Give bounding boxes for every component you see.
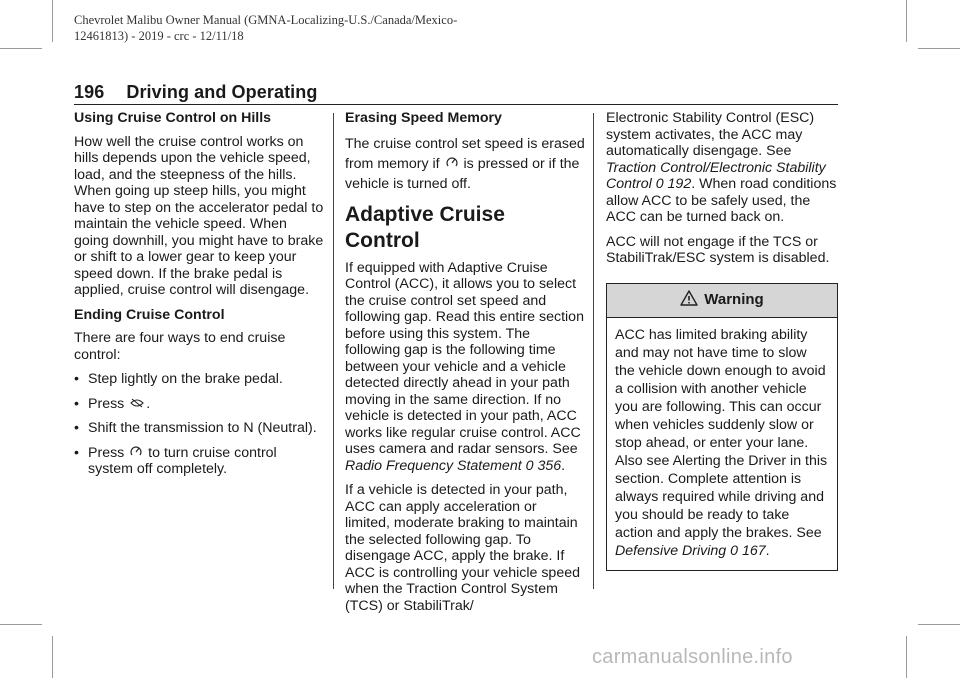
- bullet: •: [74, 420, 79, 436]
- section-header: [74, 82, 838, 105]
- crop-mark: [52, 0, 53, 42]
- document-meta-line1: Chevrolet Malibu Owner Manual (GMNA-Localizing-U.S./Canada/Mexico-: [74, 13, 458, 27]
- xref-traction-control[interactable]: Traction Control/Electronic Stability Control: [606, 159, 826, 192]
- bullet: •: [74, 371, 79, 387]
- warning-body: [607, 318, 837, 570]
- paragraph-esc-text-1: Electronic Stability Control (ESC) system activates, the ACC may automatically disengage. See: [606, 110, 815, 159]
- list-item-text-pre: Press: [88, 395, 125, 412]
- cruise-control-icon: [446, 154, 458, 174]
- warning-triangle-icon: [680, 290, 698, 310]
- column-middle: [345, 110, 585, 622]
- cancel-icon: [130, 396, 144, 413]
- bullet: •: [74, 444, 79, 461]
- crop-mark: [906, 636, 907, 678]
- list-item-text-pre: Press: [88, 444, 125, 461]
- list-item-text-post: to turn cruise control system off completely.: [88, 444, 277, 477]
- column-left: [74, 110, 324, 486]
- crop-mark: [906, 0, 907, 42]
- list-item: [74, 371, 324, 388]
- crop-mark: [0, 624, 42, 625]
- heading-ending-cruise: Ending Cruise Control: [74, 306, 225, 323]
- column-divider: [593, 113, 594, 589]
- list-item: [74, 396, 324, 413]
- paragraph-acc-text: If equipped with Adaptive Cruise Control (ACC), it allows you to select the cruise control set speed and following gap. Read this entire section before using this system. The following gap is the following time between your vehicle and a vehicle detected directly ahead in your path moving in the same direction. If no vehicle is detected in your path, ACC works like regular cruise control. ACC uses camera and radar sensors. See: [345, 259, 584, 457]
- column-right: [606, 110, 838, 571]
- paragraph-hills: How well the cruise control works on hills depends upon the vehicle speed, load, and the steepness of the hills. When going up steep hills, you might have to step on the accelerator pedal to maintain the vehicle speed. When going downhill, you might have to brake or shift to a lower gear to keep your speed down. If the brake pedal is applied, cruise control will disengage.: [74, 133, 324, 298]
- cruise-control-icon: [130, 445, 142, 462]
- watermark: carmanualsonline.info: [592, 646, 793, 668]
- crop-mark: [52, 636, 53, 678]
- paragraph-acc: [345, 260, 585, 475]
- paragraph-not-engage: ACC will not engage if the TCS or StabiliTrak/ESC system is disabled.: [606, 233, 830, 266]
- xref-radio-frequency[interactable]: Radio Frequency Statement: [345, 457, 522, 474]
- paragraph-ending-cruise: There are four ways to end cruise control:: [74, 330, 286, 363]
- paragraph-erasing-speed: [345, 134, 585, 194]
- list-item-text: [88, 445, 324, 478]
- section-title: Driving and Operating: [126, 82, 318, 102]
- heading-erasing-speed: Erasing Speed Memory: [345, 110, 502, 126]
- warning-box: [606, 283, 838, 571]
- list-item-text: [88, 396, 324, 413]
- paragraph-esc-text-2: . When road conditions allow ACC to be safely used, the ACC can be turned back on.: [606, 176, 837, 225]
- list-item: [74, 445, 324, 478]
- heading-adaptive-cruise: Adaptive Cruise Control: [345, 202, 505, 252]
- paragraph-acc-end: .: [561, 457, 566, 474]
- warning-body-end: .: [765, 542, 770, 559]
- warning-header: [607, 284, 837, 318]
- paragraph-esc: [606, 110, 838, 226]
- heading-hills: Using Cruise Control on Hills: [74, 110, 272, 126]
- document-meta: [74, 12, 457, 44]
- warning-body-text: ACC has limited braking ability and may not have time to slow the vehicle down enough to avoid a collision with another vehicle you are following. This can occur when vehicles suddenly slow or stop ahead, or enter your lane. Also see Alerting the Driver in this section. Complete attention is always required while driving and you should be ready to take action and apply the brakes. See: [615, 326, 828, 541]
- bullet: •: [74, 395, 79, 412]
- list-item-text: Step lightly on the brake pedal.: [88, 371, 283, 387]
- paragraph-erasing-text-2: is pressed or if the vehicle is turned off.: [345, 155, 580, 192]
- column-divider: [333, 113, 334, 589]
- crop-mark: [918, 48, 960, 49]
- document-meta-line2: 12461813) - 2019 - crc - 12/11/18: [74, 29, 244, 43]
- list-item: [74, 420, 324, 437]
- xref-defensive-driving[interactable]: Defensive Driving: [615, 542, 727, 559]
- crop-mark: [0, 48, 42, 49]
- warning-title: Warning: [704, 290, 764, 308]
- crop-mark: [918, 624, 960, 625]
- list-item-text-post: .: [146, 395, 151, 412]
- paragraph-erasing-text-1: The cruise control set speed is erased from memory if: [345, 135, 585, 172]
- xref-radio-frequency-page[interactable]: 0 356: [525, 457, 562, 474]
- xref-defensive-driving-page[interactable]: 0 167: [730, 542, 766, 559]
- paragraph-vehicle-detected: If a vehicle is detected in your path, ACC can apply acceleration or limited, moderate braking to maintain the selected following gap. To disengage ACC, apply the brake. If ACC is controlling your vehicle speed when the Traction Control System (TCS) or StabiliTrak/: [345, 482, 580, 614]
- list-item-text: Shift the transmission to N (Neutral).: [88, 420, 317, 436]
- page-number: 196: [74, 82, 105, 102]
- xref-traction-control-page[interactable]: 0 192: [655, 176, 692, 192]
